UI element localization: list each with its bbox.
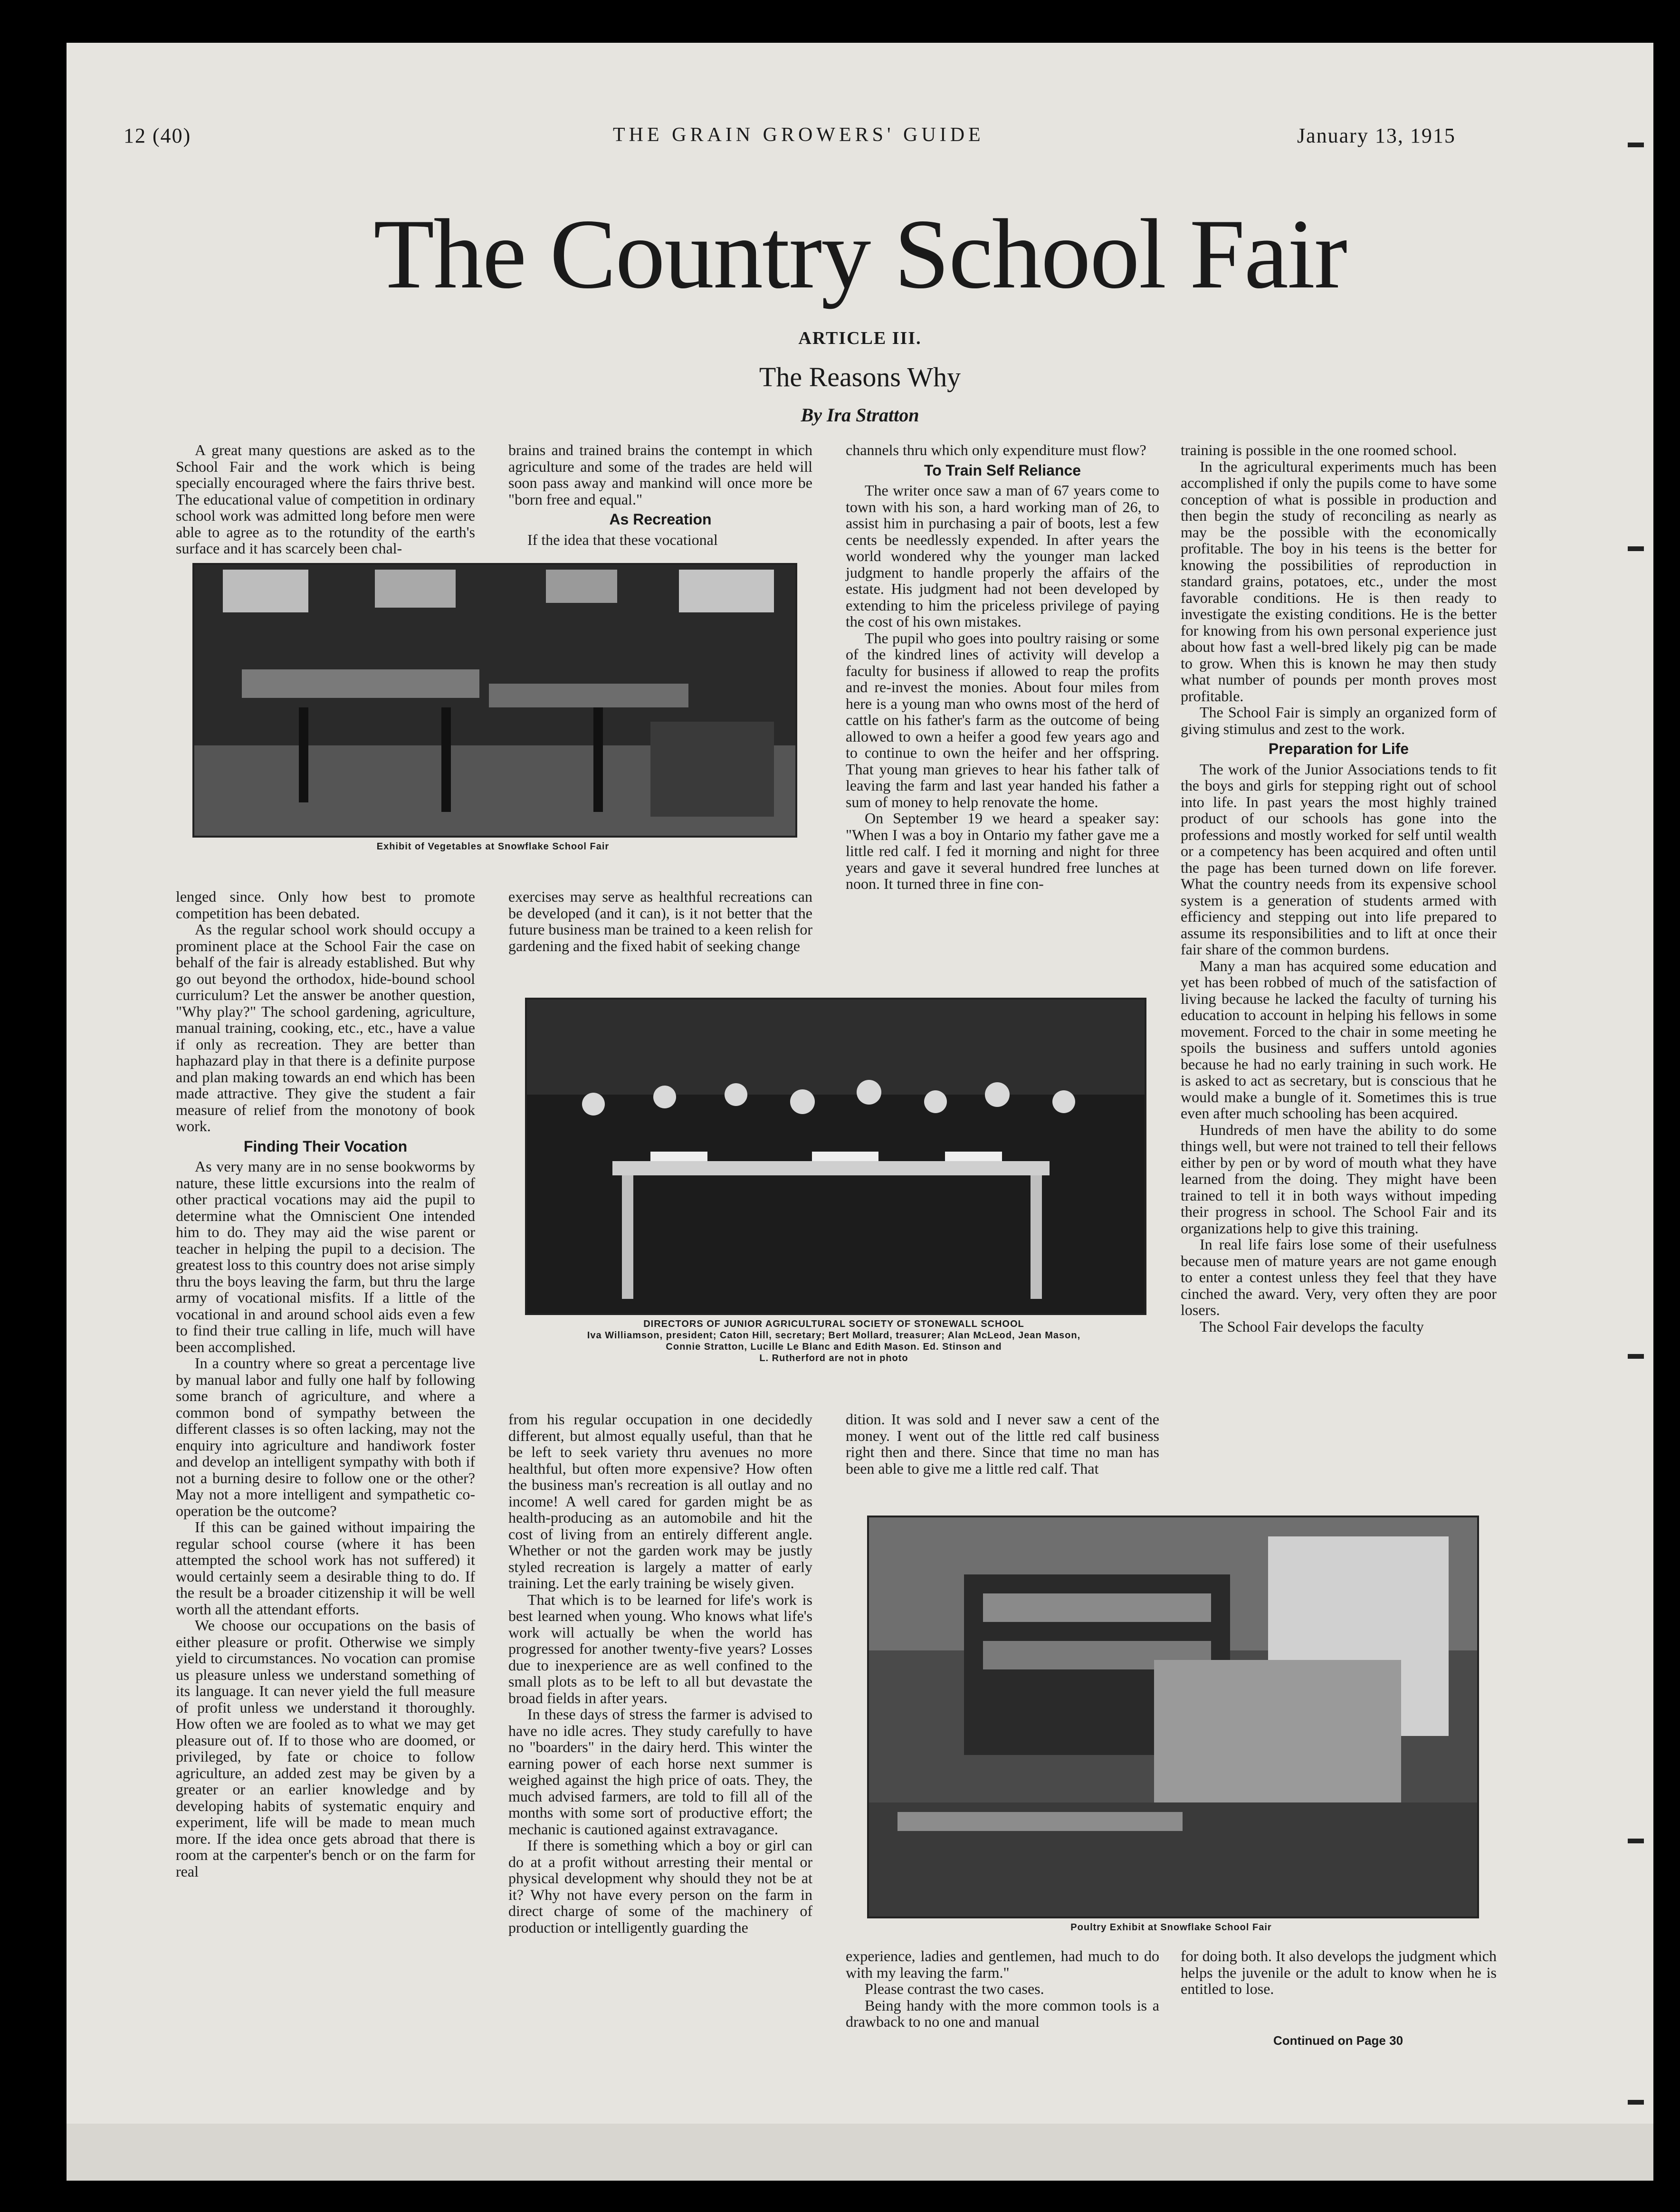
issue-date: January 13, 1915 <box>1297 124 1456 147</box>
article-number: ARTICLE III. <box>798 328 922 348</box>
paragraph: In real life fairs lose some of their usefulness because men of mature years are not game enough to enter a contest unless they feel that they have cinched the award. Very, very often they are poor losers. <box>1181 1236 1497 1318</box>
paragraph: training is possible in the one roomed school. <box>1181 441 1457 458</box>
photo-illustration <box>869 1517 1477 1916</box>
caption-directors-title: DIRECTORS OF JUNIOR AGRICULTURAL SOCIETY OF STONEWALL SCHOOL <box>643 1319 1024 1329</box>
column-2-middle <box>508 888 812 954</box>
paragraph: brains and trained brains the contempt in which agriculture and some of the trades are held will soon pass away and mankind will once more be "born free and equal." <box>508 441 812 508</box>
page-folio: 12 (40) <box>124 124 191 147</box>
paragraph: for doing both. It also develops the judgment which helps the juvenile or the adult to know when he is entitled to lose. <box>1181 1947 1497 1997</box>
poultry-exhibit-photo <box>867 1516 1479 1918</box>
section-heading-vocation: Finding Their Vocation <box>243 1137 408 1155</box>
column-1-middle <box>176 888 475 1879</box>
paragraph: A great many questions are asked as to the School Fair and the work which is being specially encouraged where the fairs thrive best. The educational value of competition in ordinary school work was admitted long before men were able to agree as to the rotundity of the earth's surface and it has scarcely been chal- <box>176 441 475 557</box>
paragraph: channels thru which only expenditure must flow? <box>846 441 1146 458</box>
section-heading-recreation: As Recreation <box>609 511 712 528</box>
paragraph: Being handy with the more common tools is a drawback to no one and manual <box>846 1996 1159 2030</box>
margin-mark <box>1628 1839 1644 1843</box>
paragraph: Please contrast the two cases. <box>865 1980 1044 1997</box>
paragraph: lenged since. Only how best to promote competition has been debated. <box>176 888 475 922</box>
column-2-top <box>508 442 812 548</box>
paragraph: Hundreds of men have the ability to do some things well, but were not trained to tell their fellows either by pen or by word of mouth what they have learned from the doing. They might have been trained to tell it in both ways without impeding their progress in school. The School Fair and its organizations help to give this training. <box>1181 1121 1497 1237</box>
paragraph: dition. It was sold and I never saw a cent of the money. I went out of the little red calf business right then and there. Since that time no man has been able to give me a little red calf. That <box>846 1411 1159 1477</box>
paragraph: If this can be gained without impairing the regular school course (where it has been attempted the school work has not suffered) it would certainly seem a desirable thing to do. If the result be a broader citizenship it will be well worth all the attendant efforts. <box>176 1518 475 1618</box>
paragraph: The pupil who goes into poultry raising or some of the kindred lines of activity will develop a faculty for business if allowed to reap the profits and re-invest the monies. About four miles from here is a young man who owns most of the herd of cattle on his father's farm as the outcome of being allowed to own a heifer a good few years ago and to continue to own the heifer and her offspring. That young man grieves to hear his father talk of leaving the farm and last year handed his father a sum of money to help renovate the home. <box>846 629 1159 810</box>
paragraph: The School Fair is simply an organized form of giving stimulus and zest to the work. <box>1181 704 1497 737</box>
article-title: The Country School Fair <box>373 199 1346 309</box>
article-subtitle: The Reasons Why <box>759 362 961 392</box>
margin-mark <box>1628 546 1644 551</box>
margin-marks <box>1615 43 1644 2181</box>
column-3-top <box>846 442 1159 892</box>
column-4-bottom <box>1181 1948 1497 1997</box>
vegetables-exhibit-photo <box>192 563 797 838</box>
directors-group-photo <box>525 998 1146 1315</box>
journal-name: THE GRAIN GROWERS' GUIDE <box>613 124 984 146</box>
paragraph: In these days of stress the farmer is advised to have no idle acres. They study carefully to have no "boarders" in the dairy herd. This winter the earning power of each horse next summer is weighed against the high price of oats. They, the much advised farmers, are told to fill all of the months with some sort of productive effort; the mechanic is cautioned against extravagance. <box>508 1706 812 1838</box>
column-1-top <box>176 442 475 557</box>
paragraph: Many a man has acquired some education and yet has been robbed of much of the satisfaction of living because he lacked the faculty of turning his education to account in helping his fellows in some movement. Forced to the chair in some meeting he spoils the business and suffers untold agonies because he had no early training in such work. He is asked to act as secretary, but is conscious that he would make a bungle of it. Sometimes this is true even after much schooling has been acquired. <box>1181 957 1497 1122</box>
paragraph: As very many are in no sense bookworms by nature, these little excursions into the realm of other practical vocations may aid the pupil to determine what the Omniscient One intended him to do. They may aid the wise parent or teacher in helping the pupil to a decision. The greatest loss to this country does not arise simply thru the boys leaving the farm, but thru the large army of vocational misfits. If a little of the vocational in and around school aids even a few to find their true calling in life, much will have been accomplished. <box>176 1158 475 1355</box>
newspaper-page <box>67 43 1653 2181</box>
paragraph: The work of the Junior Associations tends to fit the boys and girls for stepping right out of school into life. In past years the most highly trained product of our schools has gone into the professions and mostly worked for self until wealth or a competency has been acquired and often until the page has been turned down on life forever. What the country needs from its expensive school system is a generation of students armed with efficiency and stepping out into life prepared to assume its responsibilities and to lift at once their fair share of the common burdens. <box>1181 760 1497 958</box>
column-3-lower <box>846 1411 1159 1477</box>
paragraph: In the agricultural experiments much has been accomplished if only the pupils come to have some conception of what is possible in production and then begin the study of reconciling as nearly as may be the possible with the economically profitable. The boy in his teens is the better for knowing the possibilities of reproduction in standard grains, potatoes, etc., under the most favorable conditions. He is then ready to investigate the existing conditions. He is the better for knowing from his own personal experience just about how fast a well-bred likely pig can be made to grow. When this is known he may then study what number of pounds per month proves most profitable. <box>1181 458 1497 705</box>
caption-directors-names-1: Iva Williamson, president; Caton Hill, secretary; Bert Mollard, treasurer; Alan McLeod, Jean Mason, <box>587 1330 1081 1341</box>
article-byline: By Ira Stratton <box>801 404 919 426</box>
caption-directors-names-3: L. Rutherford are not in photo <box>759 1353 908 1363</box>
paragraph: exercises may serve as healthful recreations can be developed (and it can), is it not better that the future business man be trained to a keen relish for gardening and the fixed habit of seeking change <box>508 888 812 954</box>
photo-illustration <box>527 1000 1145 1313</box>
page-header <box>67 124 1653 152</box>
column-3-bottom <box>846 1948 1159 2030</box>
margin-mark <box>1628 143 1644 147</box>
paragraph: As the regular school work should occupy a prominent place at the School Fair the case on behalf of the fair is already established. But why go out beyond the orthodox, hide-bound school curriculum? Let the answer be another question, "Why play?" The school gardening, agriculture, manual training, cooking, etc., etc., have a value if only as recreation. They are better than haphazard play in that there is a definite purpose and plan making towards an end which has been made attractive. They give the student a fair measure of relief from the monotony of book work. <box>176 921 475 1135</box>
photo-illustration <box>194 565 795 836</box>
continued-note: Continued on Page 30 <box>1273 2033 1403 2048</box>
paragraph: The School Fair develops the faculty <box>1200 1317 1424 1335</box>
paragraph: In a country where so great a percentage live by manual labor and fully one half by following some branch of agriculture, and where a common bond of sympathy between the different classes is so often lacking, may not the enquiry into agriculture and handiwork foster and develop an intelligent sympathy with both if not a burning desire to follow one or the other? May not a more intelligent and sympathetic co-operation be the outcome? <box>176 1354 475 1519</box>
section-heading-preparation: Preparation for Life <box>1268 740 1409 757</box>
paragraph: experience, ladies and gentlemen, had much to do with my leaving the farm." <box>846 1947 1159 1981</box>
margin-mark <box>1628 2100 1644 2105</box>
paragraph: On September 19 we heard a speaker say: "When I was a boy in Ontario my father gave me a little red calf. I fed it morning and night for three years and gave it several hundred free lunches at noon. It turned three in fine con- <box>846 810 1159 892</box>
margin-mark <box>1628 1354 1644 1359</box>
column-4 <box>1181 442 1497 1335</box>
paragraph: That which is to be learned for life's work is best learned when young. Who knows what life's work will actually be when the world has progressed for another twenty-five years? Losses due to inexperience are as well confined to the small plots as to be left to all but devastate the broad fields in after years. <box>508 1591 812 1707</box>
paragraph: We choose our occupations on the basis of either pleasure or profit. Otherwise we simply yield to circumstances. No vocation can promise us pleasure unless we understand something of its language. It can never yield the full measure of profit unless we understand it thoroughly. How often we are fooled as to what we may get pleasure out of. If to those who are doomed, or privileged, by fate or choice to follow agriculture, an added zest may be given by a greater or an earlier knowledge and by developing habits of systematic enquiry and experiment, life will be made to mean much more. If the idea once gets abroad that there is room at the carpenter's bench or on the farm for real <box>176 1617 475 1880</box>
page-bottom-edge <box>67 2124 1653 2181</box>
paragraph: from his regular occupation in one decidedly different, but almost equally useful, than that he be left to seek variety thru avenues no more healthful, but often more expensive? How often the business man's recreation is all outlay and no income! A well cared for garden might be as health-producing as an automobile and hit the cost of living from an entirely different angle. Whether or not the garden work may be justly styled recreation is largely a matter of early training. Let the early training be wisely given. <box>508 1411 812 1592</box>
paragraph: If the idea that these vocational <box>527 531 718 548</box>
paragraph: The writer once saw a man of 67 years come to town with his son, a hard working man of 26, to assist him in purchasing a pair of boots, lest a few cents be needlessly expended. In after years the world wondered why the younger man lacked judgment to handle properly the affairs of the estate. His judgment had not been developed by extending to him the priceless privilege of paying the cost of his own mistakes. <box>846 482 1159 630</box>
column-2-lower <box>508 1411 812 1936</box>
caption-poultry: Poultry Exhibit at Snowflake School Fair <box>1070 1922 1272 1933</box>
caption-directors <box>525 1318 1143 1364</box>
paragraph: If there is something which a boy or girl can do at a profit without arresting their mental or physical development why should they not be at it? Why not have every person on the farm in direct charge of some of the machinery of production or intelligently guarding the <box>508 1837 812 1936</box>
section-heading-self-reliance: To Train Self Reliance <box>924 461 1081 479</box>
caption-directors-names-2: Connie Stratton, Lucille Le Blanc and Edith Mason. Ed. Stinson and <box>666 1342 1002 1352</box>
caption-vegetables: Exhibit of Vegetables at Snowflake School Fair <box>376 841 610 852</box>
